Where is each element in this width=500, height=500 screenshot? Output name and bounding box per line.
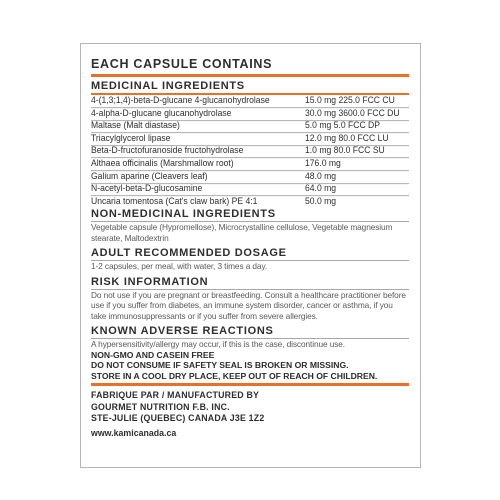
ingredient-name: 4-alpha-D-glucane glucanohydrolase	[91, 107, 232, 118]
manufacturer-address: STE-JULIE (QUEBEC) CANADA J3E 1Z2	[91, 413, 265, 424]
supplement-facts-panel	[80, 43, 421, 468]
panel-title: EACH CAPSULE CONTAINS	[91, 57, 409, 77]
dosage-heading: ADULT RECOMMENDED DOSAGE	[91, 247, 409, 261]
ingredient-name: N-acetyl-beta-D-glucosamine	[91, 183, 203, 194]
section-divider	[91, 383, 409, 386]
ingredient-row	[91, 183, 409, 196]
non-medicinal-text: Vegetable capsule (Hypromellose), Microcrystalline cellulose, Vegetable magnesium stearate, Maltodextrin	[91, 222, 393, 243]
ingredient-name: Beta-D-fructofuranoside fructohydrolase	[91, 145, 244, 156]
panel-content	[91, 54, 409, 439]
ingredient-name: Galium aparine (Cleavers leaf)	[91, 170, 208, 181]
ingredient-row	[91, 95, 409, 108]
ingredient-row	[91, 196, 409, 208]
manufacturer-name: GOURMET NUTRITION F.B. INC.	[91, 401, 230, 412]
ingredient-amount: 15.0 mg 225.0 FCC CU	[305, 94, 395, 106]
ingredient-amount: 1.0 mg 80.0 FCC SU	[305, 145, 385, 156]
website-link[interactable]: www.kamicanada.ca	[91, 427, 177, 438]
ingredient-row	[91, 133, 409, 146]
ingredient-amount: 12.0 mg 80.0 FCC LU	[305, 132, 389, 143]
non-medicinal-heading: NON-MEDICINAL INGREDIENTS	[91, 208, 409, 222]
manufacturer-block	[91, 390, 409, 425]
risk-text: Do not use if you are pregnant or breastfeeding. Consult a healthcare practitioner before use if you suffer from diabetes, an immune system disorder, cancer or asthma, if you take immunosuppressants or if you suffer from severe allergies.	[91, 289, 406, 321]
ingredient-amount: 50.0 mg	[305, 195, 337, 206]
storage-statement: STORE IN A COOL DRY PLACE, KEEP OUT OF REACH OF CHILDREN.	[91, 370, 378, 381]
ingredient-amount: 64.0 mg	[305, 183, 337, 194]
ingredient-amount: 176.0 mg	[305, 157, 341, 169]
medicinal-heading: MEDICINAL INGREDIENTS	[91, 80, 409, 95]
ingredient-row	[91, 107, 409, 120]
manufacturer-label: FABRIQUE PAR / MANUFACTURED BY	[91, 390, 260, 401]
ingredient-row	[91, 170, 409, 183]
dosage-text: 1-2 capsules, per meal, with water, 3 times a day.	[91, 261, 268, 272]
non-gmo-statement: NON-GMO AND CASEIN FREE	[91, 349, 215, 360]
ingredient-name: Triacylglycerol lipase	[91, 132, 171, 143]
ingredient-amount: 5.0 mg 5.0 FCC DP	[305, 120, 380, 131]
ingredient-name: Uncaria tomentosa (Cat's claw bark) PE 4:1	[91, 195, 258, 206]
ingredient-amount: 30.0 mg 3600.0 FCC DU	[305, 107, 400, 118]
ingredient-row	[91, 145, 409, 158]
risk-heading: RISK INFORMATION	[91, 276, 409, 290]
safety-seal-statement: DO NOT CONSUME IF SAFETY SEAL IS BROKEN OR MISSING.	[91, 360, 349, 371]
reactions-text: A hypersensitivity/allergy may occur, if this is the case, discontinue use.	[91, 339, 345, 350]
ingredient-row	[91, 158, 409, 171]
ingredient-row	[91, 120, 409, 133]
ingredient-amount: 48.0 mg	[305, 170, 337, 181]
ingredient-name: 4-(1,3;1,4)-beta-D-glucane 4-glucanohydrolase	[91, 94, 270, 106]
ingredient-name: Maltase (Malt diastase)	[91, 120, 180, 131]
reactions-heading: KNOWN ADVERSE REACTIONS	[91, 325, 409, 339]
ingredient-name: Althaea officinalis (Marshmallow root)	[91, 157, 234, 169]
medicinal-list	[91, 95, 409, 207]
